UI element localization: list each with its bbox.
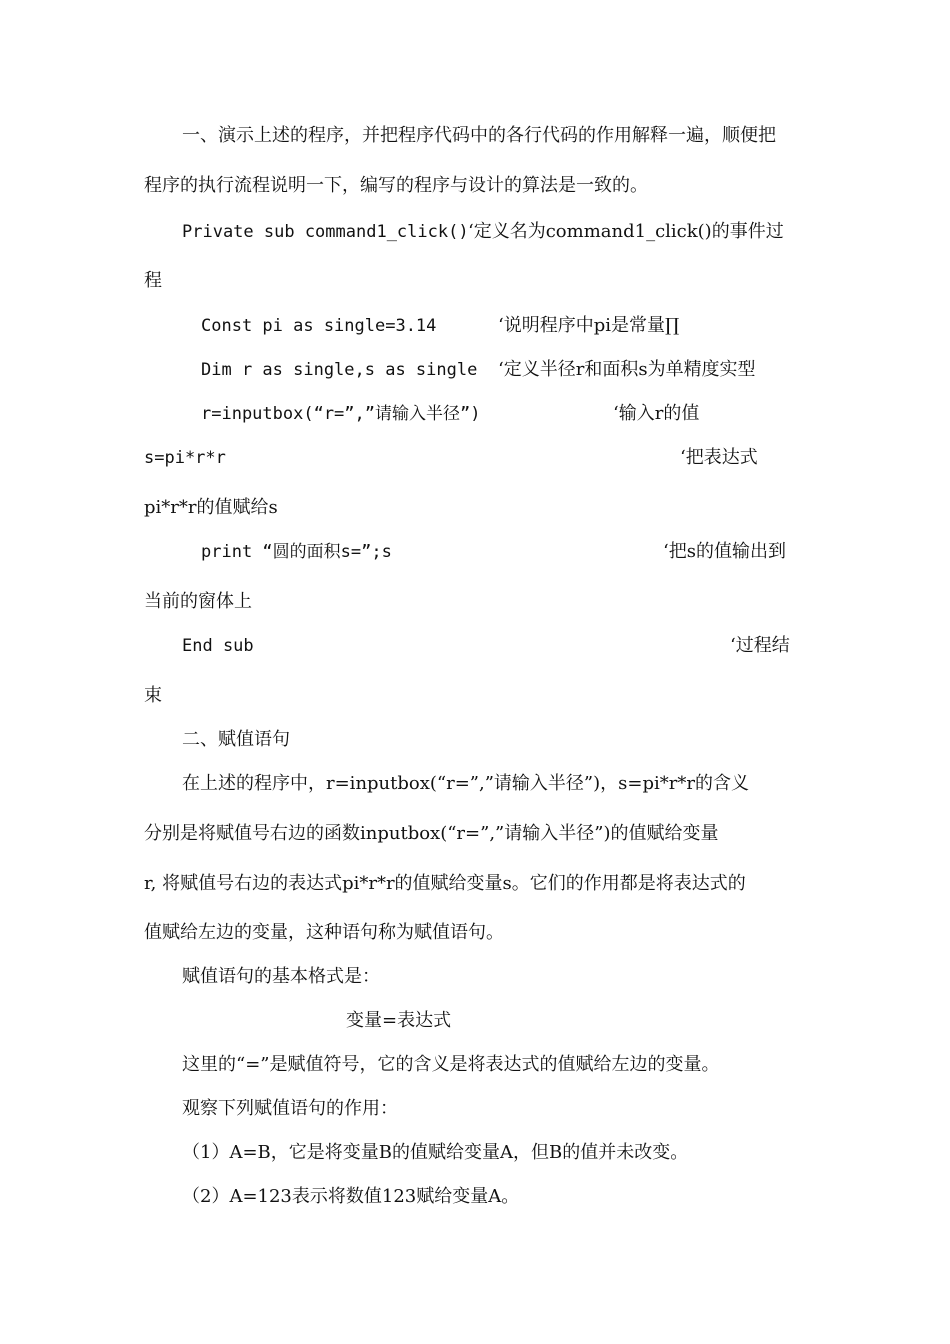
code-dim: Dim r as single,s as single xyxy=(201,360,478,380)
comment-private-sub: ‘定义名为command1_click()的事件过 xyxy=(468,221,784,242)
comment-dim: ‘定义半径r和面积s为单精度实型 xyxy=(498,359,756,380)
section2-heading: 二、赋值语句 xyxy=(182,729,290,750)
code-end-sub: End sub xyxy=(182,636,254,656)
comment-inputbox: ‘输入r的值 xyxy=(613,403,700,424)
section2-para-line4: 值赋给左边的变量，这种语句称为赋值语句。 xyxy=(144,922,504,943)
comment-assign-wrap: pi*r*r的值赋给s xyxy=(144,497,278,518)
paragraph1-line1: 一、演示上述的程序，并把程序代码中的各行代码的作用解释一遍，顺便把 xyxy=(182,125,776,146)
section2-para-line1: 在上述的程序中，r=inputbox(“r=”,”请输入半径”)，s=pi*r*r的含义 xyxy=(182,773,749,794)
code-print: print “圆的面积s=”;s xyxy=(201,542,392,562)
assignment-format: 变量=表达式 xyxy=(346,1010,452,1031)
example-1: （1）A=B，它是将变量B的值赋给变量A，但B的值并未改变。 xyxy=(182,1142,689,1163)
comment-end-sub-wrap: 束 xyxy=(144,685,162,706)
comment-const-pi: ‘说明程序中pi是常量∏ xyxy=(498,315,680,336)
observe-intro: 观察下列赋值语句的作用： xyxy=(182,1098,398,1119)
format-intro: 赋值语句的基本格式是： xyxy=(182,966,380,987)
example-2: （2）A=123表示将数值123赋给变量A。 xyxy=(182,1186,520,1207)
comment-print-wrap: 当前的窗体上 xyxy=(144,591,252,612)
comment-assign: ‘把表达式 xyxy=(680,447,758,468)
code-assign: s=pi*r*r xyxy=(144,448,226,468)
section2-para-line2: 分别是将赋值号右边的函数inputbox(“r=”,”请输入半径”)的值赋给变量 xyxy=(144,823,719,844)
comment-end-sub: ‘过程结 xyxy=(730,635,790,656)
code-const-pi: Const pi as single=3.14 xyxy=(201,316,437,336)
code-inputbox: r=inputbox(“r=”,”请输入半径”) xyxy=(201,404,481,424)
code-private-sub: Private sub command1_click() xyxy=(182,222,469,242)
paragraph1-line2: 程序的执行流程说明一下，编写的程序与设计的算法是一致的。 xyxy=(144,175,648,196)
comment-print: ‘把s的值输出到 xyxy=(663,541,786,562)
section2-para-line3: r, 将赋值号右边的表达式pi*r*r的值赋给变量s。它们的作用都是将表达式的 xyxy=(144,873,746,894)
comment-private-sub-wrap: 程 xyxy=(144,270,162,291)
format-explanation: 这里的“=”是赋值符号，它的含义是将表达式的值赋给左边的变量。 xyxy=(182,1054,720,1075)
